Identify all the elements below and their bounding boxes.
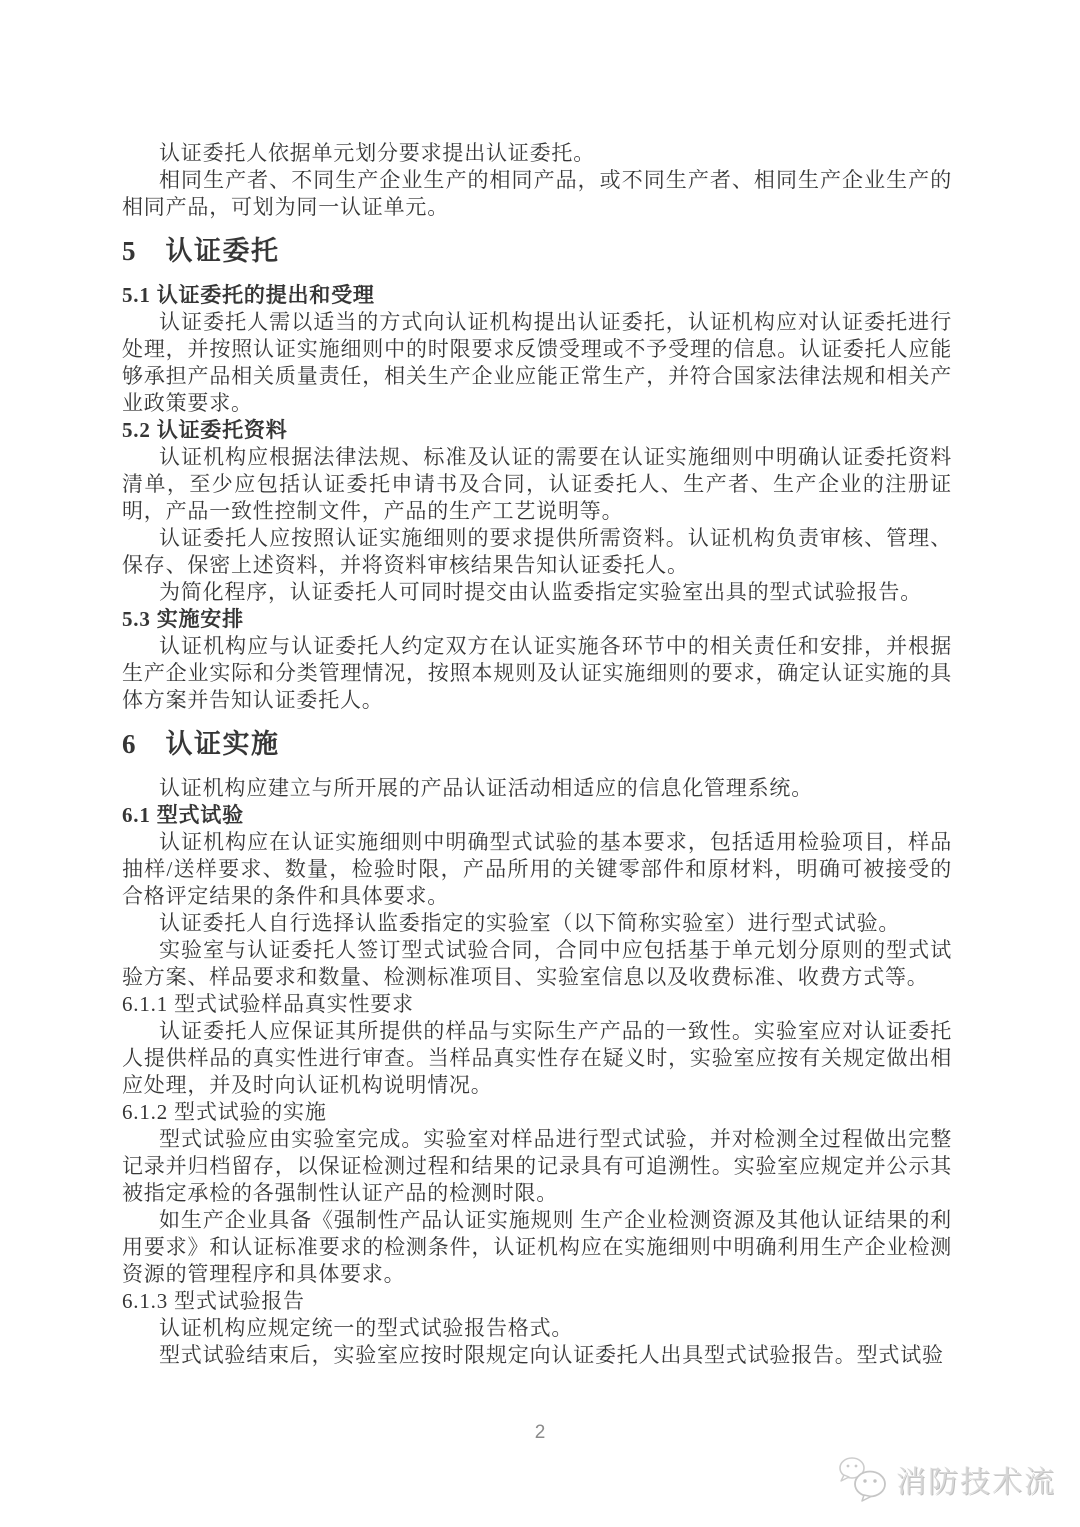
document-body [122,140,952,1369]
chapter-heading-5: 5 认证委托 [122,236,280,266]
paragraph: 认证机构应建立与所开展的产品认证活动相适应的信息化管理系统。 [159,776,813,800]
paragraph: 为简化程序，认证委托人可同时提交由认监委指定实验室出具的型式试验报告。 [159,580,922,604]
paragraph: 认证机构应与认证委托人约定双方在认证实施各环节中的相关责任和安排，并根据生产企业实际和分类管理情况，按照本规则及认证实施细则的要求，确定认证实施的具体方案并告知认证委托人。 [122,634,952,712]
chapter-heading-6: 6 认证实施 [122,729,280,759]
paragraph: 相同生产者、不同生产企业生产的相同产品，或不同生产者、相同生产企业生产的相同产品，可划为同一认证单元。 [122,168,952,219]
subsection-heading-6-1-1: 6.1.1 型式试验样品真实性要求 [122,992,414,1016]
watermark [838,1455,1056,1503]
wechat-icon [838,1455,888,1503]
section-heading-6-1: 6.1 型式试验 [122,803,244,827]
paragraph: 实验室与认证委托人签订型式试验合同，合同中应包括基于单元划分原则的型式试验方案、样品要求和数量、检测标准项目、实验室信息以及收费标准、收费方式等。 [122,938,952,989]
paragraph: 如生产企业具备《强制性产品认证实施规则 生产企业检测资源及其他认证结果的利用要求》和认证标准要求的检测条件，认证机构应在实施细则中明确利用生产企业检测资源的管理程序和具体要求。 [122,1208,952,1286]
paragraph: 认证委托人依据单元划分要求提出认证委托。 [159,141,595,165]
paragraph: 认证机构应根据法律法规、标准及认证的需要在认证实施细则中明确认证委托资料清单，至少应包括认证委托申请书及合同，认证委托人、生产者、生产企业的注册证明，产品一致性控制文件，产品的生产工艺说明等。 [122,445,952,523]
subsection-heading-6-1-3: 6.1.3 型式试验报告 [122,1289,305,1313]
section-heading-5-2: 5.2 认证委托资料 [122,418,288,442]
paragraph: 认证机构应在认证实施细则中明确型式试验的基本要求，包括适用检验项目，样品抽样/送样要求、数量，检验时限，产品所用的关键零部件和原材料，明确可被接受的合格评定结果的条件和具体要求。 [122,830,952,908]
paragraph: 认证委托人应按照认证实施细则的要求提供所需资料。认证机构负责审核、管理、保存、保密上述资料，并将资料审核结果告知认证委托人。 [122,526,952,577]
page-number: 2 [534,1422,546,1443]
subsection-heading-6-1-2: 6.1.2 型式试验的实施 [122,1100,327,1124]
paragraph: 型式试验结束后，实验室应按时限规定向认证委托人出具型式试验报告。型式试验 [159,1343,944,1367]
paragraph: 认证机构应规定统一的型式试验报告格式。 [159,1316,574,1340]
watermark-label: 消防技术流 [896,1466,1056,1499]
paragraph: 认证委托人需以适当的方式向认证机构提出认证委托，认证机构应对认证委托进行处理，并按照认证实施细则中的时限要求反馈受理或不予受理的信息。认证委托人应能够承担产品相关质量责任，相关生产企业应能正常生产，并符合国家法律法规和相关产业政策要求。 [122,310,952,415]
section-heading-5-1: 5.1 认证委托的提出和受理 [122,283,375,307]
paragraph: 认证委托人自行选择认监委指定的实验室（以下简称实验室）进行型式试验。 [159,911,901,935]
paragraph: 型式试验应由实验室完成。实验室对样品进行型式试验，并对检测全过程做出完整记录并归档留存，以保证检测过程和结果的记录具有可追溯性。实验室应规定并公示其被指定承检的各强制性认证产品的检测时限。 [122,1127,952,1205]
section-heading-5-3: 5.3 实施安排 [122,607,244,631]
paragraph: 认证委托人应保证其所提供的样品与实际生产产品的一致性。实验室应对认证委托人提供样品的真实性进行审查。当样品真实性存在疑义时，实验室应按有关规定做出相应处理，并及时向认证机构说明情况。 [122,1019,952,1097]
